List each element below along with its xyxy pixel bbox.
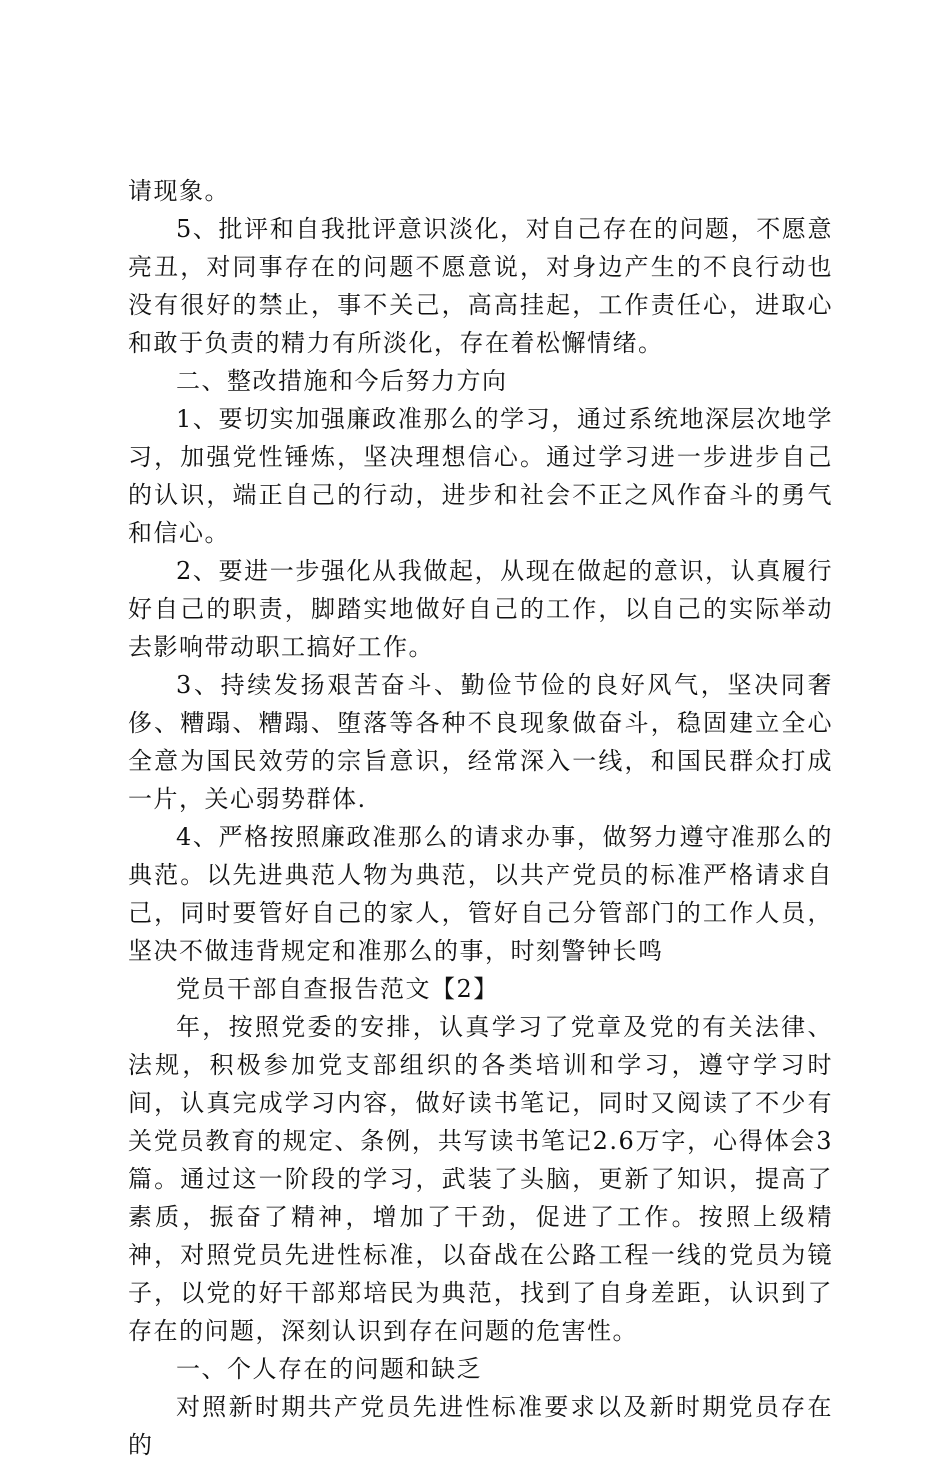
paragraph-continuation: 请现象。 (128, 177, 230, 205)
paragraph-measure-2: 2、要进一步强化从我做起，从现在做起的意识，认真履行好自己的职责，脚踏实地做好自己的工作，以自己的实际举动去影响带动职工搞好工作。 (128, 557, 833, 661)
paragraph-study-summary: 年，按照党委的安排，认真学习了党章及党的有关法律、法规，积极参加党支部组织的各类培训和学习，遵守学习时间，认真完成学习内容，做好读书笔记，同时又阅读了不少有关党员教育的规定、条例，共写读书笔记2.6万字，心得体会3篇。通过这一阶段的学习，武装了头脑，更新了知识，提高了素质，振奋了精神，增加了干劲，促进了工作。按照上级精神，对照党员先进性标准，以奋战在公路工程一线的党员为镜子，以党的好干部郑培民为典范，找到了自身差距，认识到了存在的问题，深刻认识到存在问题的危害性。 (128, 1013, 833, 1345)
paragraph-problems-intro: 对照新时期共产党员先进性标准要求以及新时期党员存在的 (128, 1393, 833, 1459)
document-body (128, 172, 833, 1464)
paragraph-measure-1: 1、要切实加强廉政准那么的学习，通过系统地深层次地学习，加强党性锤炼，坚决理想信心。通过学习进一步进步自己的认识，端正自己的行动，进步和社会不正之风作奋斗的勇气和信心。 (128, 405, 833, 547)
section-heading-problems: 一、个人存在的问题和缺乏 (176, 1355, 482, 1383)
paragraph-item-5: 5、批评和自我批评意识淡化，对自己存在的问题，不愿意亮丑，对同事存在的问题不愿意说，对身边产生的不良行动也没有很好的禁止，事不关己，高高挂起，工作责任心，进取心和敢于负责的精力有所淡化，存在着松懈情绪。 (128, 215, 833, 357)
paragraph-measure-4: 4、严格按照廉政准那么的请求办事，做努力遵守准那么的典范。以先进典范人物为典范，以共产党员的标准严格请求自己，同时要管好自己的家人，管好自己分管部门的工作人员，坚决不做违背规定和准那么的事，时刻警钟长鸣 (128, 823, 833, 965)
section-heading-rectification: 二、整改措施和今后努力方向 (176, 367, 508, 395)
report-title-2: 党员干部自查报告范文【2】 (176, 975, 499, 1003)
paragraph-measure-3: 3、持续发扬艰苦奋斗、勤俭节俭的良好风气，坚决同奢侈、糟蹋、糟蹋、堕落等各种不良现象做奋斗，稳固建立全心全意为国民效劳的宗旨意识，经常深入一线，和国民群众打成一片，关心弱势群体. (128, 671, 833, 813)
